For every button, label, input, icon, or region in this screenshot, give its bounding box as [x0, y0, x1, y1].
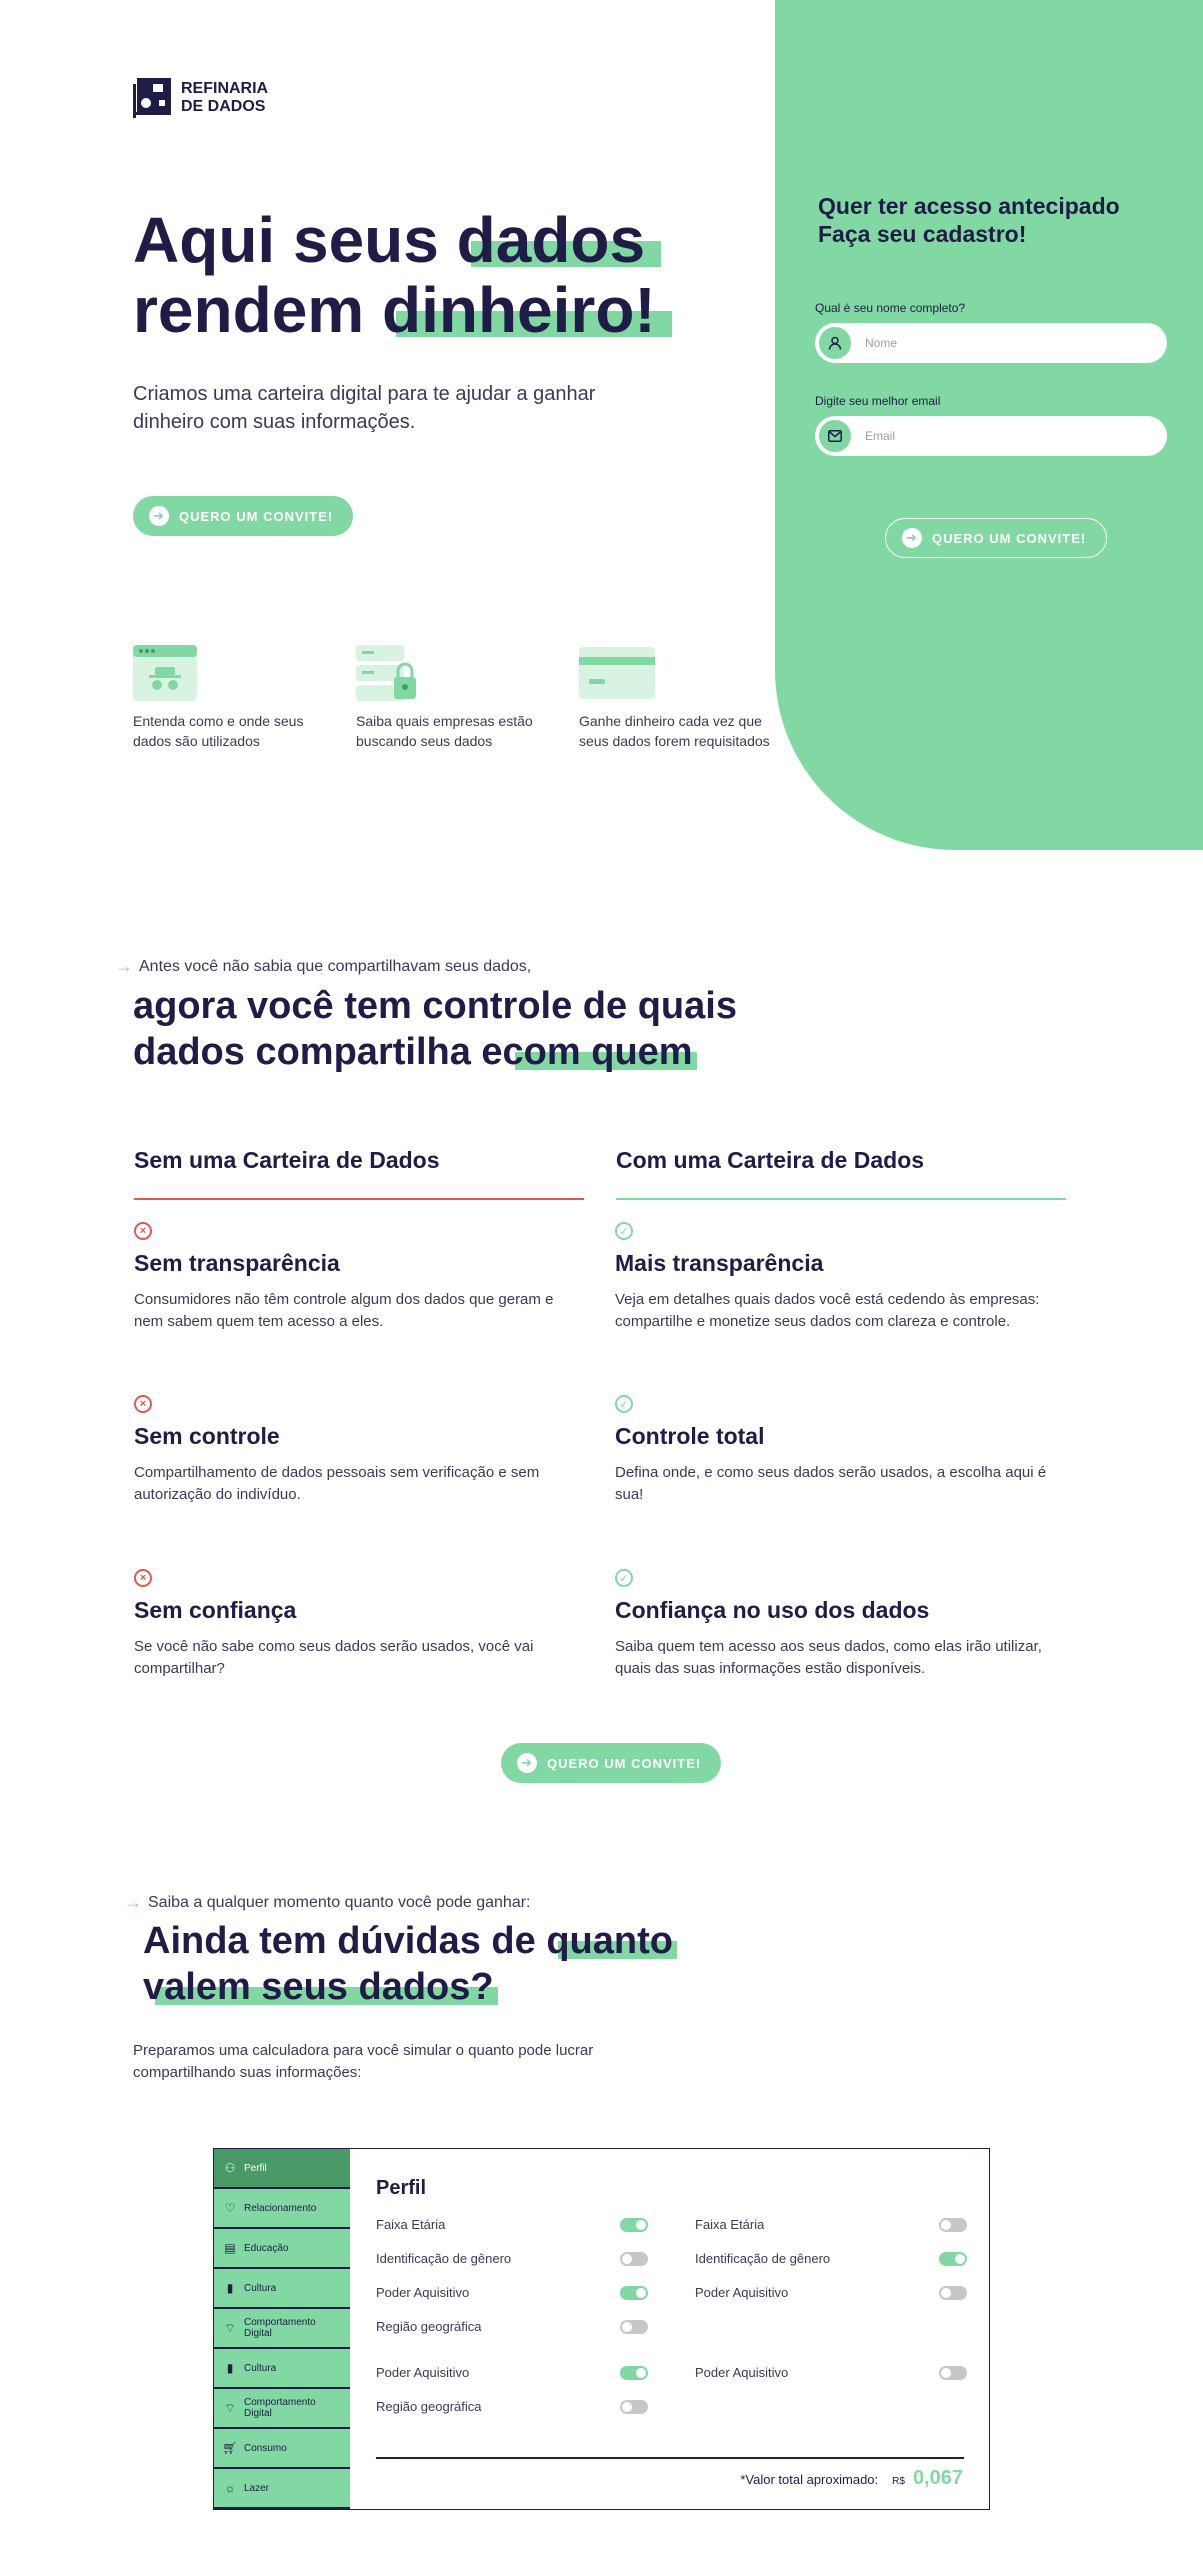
sidebar-item-cultura[interactable]: [214, 2269, 350, 2307]
sidebar-item-label: Educação: [244, 2242, 289, 2254]
toggle-label: Poder Aquisitivo: [695, 2365, 789, 2380]
total-value: 0,067: [912, 2467, 963, 2489]
toggle-label: Poder Aquisitivo: [376, 2285, 470, 2300]
compare-title: [133, 983, 893, 1075]
data-toggle-row: [695, 2285, 967, 2300]
toggle-label: Região geográfica: [376, 2319, 482, 2334]
check-circle-icon: ✓: [615, 1569, 633, 1587]
brand-name-line2: DE DADOS: [181, 98, 266, 115]
arrow-right-icon: ➜: [149, 506, 169, 526]
total-label: *Valor total aproximado:: [740, 2472, 879, 2487]
sidebar-item-perfil[interactable]: [214, 2149, 350, 2187]
logo-icon: [133, 78, 171, 118]
sidebar-item-cultura[interactable]: [214, 2349, 350, 2387]
toggle-switch[interactable]: [939, 2218, 967, 2232]
calculator-title: [143, 1918, 903, 2010]
toggle-label: Identificação de gênero: [376, 2251, 512, 2266]
compare-cta-button[interactable]: [501, 1743, 721, 1783]
x-circle-icon: ×: [134, 1395, 152, 1413]
arrow-right-icon: →: [115, 956, 133, 976]
compare-title-line2: dados compartilha e: [133, 1031, 503, 1073]
data-toggle-row: [376, 2251, 648, 2266]
sidebar-item-relacionamento[interactable]: [214, 2189, 350, 2227]
toggle-label: Faixa Etária: [695, 2217, 765, 2232]
cart-icon: 🛒︎: [222, 2440, 238, 2455]
calculator-title-highlight2: valem seus dados?: [143, 1966, 494, 2008]
sidebar-item-label: Comportamento Digital: [244, 2397, 316, 2419]
heart-icon: ♡: [224, 2200, 236, 2215]
signup-title-line1: Quer ter acesso antecipado: [818, 193, 1120, 219]
sidebar-item-label: Relacionamento: [244, 2202, 317, 2214]
sidebar-item-label: Consumo: [244, 2442, 287, 2454]
hero-cta-label: QUERO UM CONVITE!: [179, 508, 334, 524]
calculator-sidebar: [214, 2149, 350, 2509]
user-icon: ⚇: [224, 2160, 236, 2175]
compare-item-text: Consumidores não têm controle algum dos dados que geram e nem sabem quem tem acesso a eles.: [134, 1291, 554, 1330]
data-toggle-row: [376, 2365, 648, 2380]
toggle-label: Poder Aquisitivo: [376, 2365, 470, 2380]
name-field-label: Qual é seu nome completo?: [815, 301, 966, 315]
compare-item-text: Defina onde, e como seus dados serão usados, a escolha aqui é sua!: [615, 1464, 1047, 1503]
check-circle-icon: ✓: [615, 1222, 633, 1240]
calculator-widget: [213, 2148, 990, 2510]
server-lock-icon: [356, 645, 420, 701]
sidebar-item-label: Perfil: [244, 2162, 267, 2174]
compare-item-title: Confiança no uso dos dados: [615, 1597, 930, 1623]
calculator-title-part1: Ainda tem dúvidas de: [143, 1920, 547, 1962]
compare-title-highlight: com quem: [502, 1031, 693, 1073]
feature-item: [579, 645, 779, 751]
x-circle-icon: ×: [134, 1222, 152, 1240]
data-toggle-row: [695, 2217, 967, 2232]
sidebar-item-lazer[interactable]: [214, 2469, 350, 2507]
arrow-right-icon: ➜: [517, 1753, 537, 1773]
email-field-label: Digite seu melhor email: [815, 394, 941, 408]
sidebar-item-label: Cultura: [244, 2362, 277, 2374]
compare-item: [615, 1222, 1055, 1333]
compare-item-title: Sem confiança: [134, 1597, 297, 1623]
toggle-switch[interactable]: [620, 2320, 648, 2334]
sidebar-item-educacao[interactable]: [214, 2229, 350, 2267]
toggle-switch[interactable]: [939, 2286, 967, 2300]
compare-item-title: Sem controle: [134, 1423, 280, 1449]
sidebar-item-label: Comportamento Digital: [244, 2317, 316, 2339]
left-column-title: Sem uma Carteira de Dados: [134, 1147, 440, 1173]
compare-item: [615, 1395, 1055, 1506]
right-column-divider: [616, 1198, 1066, 1200]
sidebar-item-comportamento-digital[interactable]: [214, 2389, 350, 2427]
credit-card-icon: [579, 645, 643, 701]
arrow-right-icon: ➜: [902, 528, 922, 548]
compare-item-text: Se você não sabe como seus dados serão usados, você vai compartilhar?: [134, 1638, 534, 1677]
toggle-switch[interactable]: [620, 2218, 648, 2232]
wifi-icon: ⌔: [224, 2320, 236, 2335]
feature-item: [356, 645, 556, 751]
sidebar-item-consumo[interactable]: [214, 2429, 350, 2467]
toggle-label: Faixa Etária: [376, 2217, 446, 2232]
signup-submit-label: QUERO UM CONVITE!: [932, 530, 1087, 546]
name-input[interactable]: Nome: [865, 336, 898, 350]
wifi-icon: ⌔: [224, 2400, 236, 2415]
toggle-switch[interactable]: [939, 2366, 967, 2380]
toggle-switch[interactable]: [939, 2252, 967, 2266]
signup-submit-button[interactable]: [885, 518, 1107, 558]
compare-cta-label: QUERO UM CONVITE!: [547, 1755, 702, 1771]
compare-item-title: Mais transparência: [615, 1250, 824, 1276]
sidebar-item-label: Lazer: [244, 2482, 270, 2494]
data-toggle-row: [376, 2319, 648, 2334]
toggle-label: Poder Aquisitivo: [695, 2285, 789, 2300]
hero-title-part1: Aqui seus: [133, 204, 457, 276]
x-circle-icon: ×: [134, 1569, 152, 1587]
brand-name-line1: REFINARIA: [181, 80, 269, 97]
email-field[interactable]: [815, 416, 1167, 456]
arrow-right-icon: →: [124, 1892, 142, 1912]
calculator-kicker-text: Saiba a qualquer momento quanto você pode ganhar:: [148, 1893, 531, 1911]
feature-item: [133, 645, 333, 751]
compare-item-title: Controle total: [615, 1423, 765, 1449]
data-toggle-row: [376, 2285, 648, 2300]
feature-text: Entenda como e onde seus dados são utilizados: [133, 713, 304, 749]
film-icon: ▮: [226, 2360, 234, 2375]
toggle-label: Identificação de gênero: [695, 2251, 831, 2266]
toggle-switch[interactable]: [620, 2252, 648, 2266]
signup-title: [818, 192, 1178, 248]
compare-item: [615, 1569, 1055, 1680]
compare-item-text: Compartilhamento de dados pessoais sem verificação e sem autorização do indivíduo.: [134, 1464, 540, 1503]
data-toggle-row: [695, 2365, 967, 2380]
data-toggle-row: [695, 2251, 967, 2266]
compare-item: [134, 1395, 574, 1506]
hero-title-part2: rendem: [133, 274, 382, 346]
sidebar-item-comportamento-digital[interactable]: [214, 2309, 350, 2347]
sidebar-item-label: Cultura: [244, 2282, 277, 2294]
sun-icon: ☼: [224, 2480, 236, 2495]
compare-item-title: Sem transparência: [134, 1250, 340, 1276]
data-toggle-row: [376, 2217, 648, 2232]
total-estimate: [740, 2467, 963, 2490]
mail-icon: [817, 418, 853, 454]
left-column-divider: [134, 1198, 584, 1200]
toggle-label: Região geográfica: [376, 2399, 482, 2414]
feature-text: Ganhe dinheiro cada vez que seus dados forem requisitados: [579, 713, 770, 749]
total-currency: R$: [892, 2476, 905, 2487]
hero-title-highlight2: dinheiro!: [381, 274, 656, 346]
hero-cta-button[interactable]: [133, 496, 353, 536]
email-input[interactable]: Email: [865, 429, 896, 443]
hero-title-highlight1: dados: [456, 204, 646, 276]
feature-text: Saiba quais empresas estão buscando seus dados: [356, 713, 533, 749]
calculator-title-highlight1: quanto: [546, 1920, 673, 1962]
signup-title-line2: Faça seu cadastro!: [818, 221, 1027, 247]
hero-subtitle: Criamos uma carteira digital para te ajudar a ganhar dinheiro com suas informações.: [133, 383, 596, 433]
compare-item: [134, 1569, 574, 1680]
panel-title: Perfil: [376, 2177, 427, 2199]
compare-title-line1: agora você tem controle de quais: [133, 985, 737, 1027]
calculator-description: Preparamos uma calculadora para você simular o quanto pode lucrar compartilhando suas informações:: [133, 2042, 594, 2081]
data-toggle-row: [376, 2399, 648, 2414]
compare-item: [134, 1222, 574, 1333]
compare-item-text: Saiba quem tem acesso aos seus dados, como elas irão utilizar, quais das suas informações estão disponíveis.: [615, 1638, 1042, 1677]
calculator-kicker: [124, 1892, 531, 1913]
toggle-switch[interactable]: [620, 2400, 648, 2414]
hero-title: [133, 205, 753, 345]
user-icon: [817, 325, 853, 361]
compare-item-text: Veja em detalhes quais dados você está cedendo às empresas: compartilhe e monetize seus dados com clareza e controle.: [615, 1291, 1040, 1330]
total-divider: [376, 2457, 964, 2459]
film-icon: ▮: [226, 2280, 234, 2295]
right-column-title: Com uma Carteira de Dados: [616, 1147, 925, 1173]
incognito-browser-icon: [133, 645, 197, 701]
book-icon: ▤: [224, 2240, 236, 2255]
check-circle-icon: ✓: [615, 1395, 633, 1413]
compare-kicker: [115, 956, 531, 977]
name-field[interactable]: [815, 323, 1167, 363]
brand-logo[interactable]: [133, 78, 268, 118]
toggle-switch[interactable]: [620, 2286, 648, 2300]
toggle-switch[interactable]: [620, 2366, 648, 2380]
compare-kicker-text: Antes você não sabia que compartilhavam seus dados,: [139, 957, 532, 975]
